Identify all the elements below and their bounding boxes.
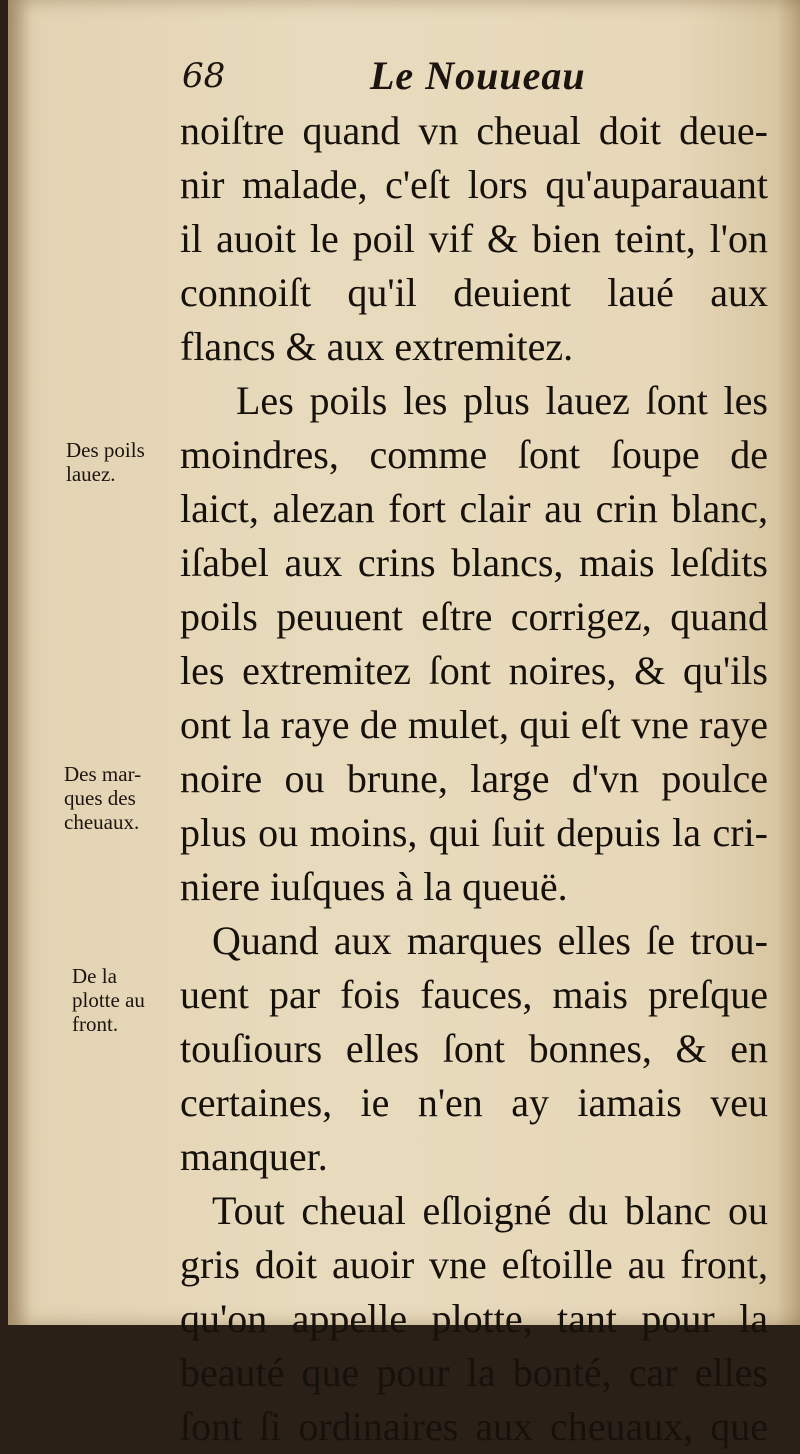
text-line: il auoit le poil vif & bien teint, l'on	[180, 216, 768, 261]
margin-note-line: De la	[72, 964, 117, 988]
text-line: Les poils les plus lauez ſont les	[236, 378, 768, 423]
margin-note-line: Des mar-	[64, 762, 142, 786]
text-line: les extremitez ſont noires, & qu'ils	[180, 648, 768, 693]
text-line: certaines, ie n'en ay iamais veu	[180, 1080, 768, 1125]
book-page	[8, 0, 800, 1449]
margin-note-poils-lauez	[66, 438, 145, 486]
text-line: ont la raye de mulet, qui eſt vne raye	[180, 702, 768, 747]
text-line: plus ou moins, qui ſuit depuis la cri-	[180, 810, 768, 855]
page-header	[8, 52, 800, 112]
text-line: Quand aux marques elles ſe trou-	[212, 918, 768, 963]
running-head: Le Nouueau	[370, 53, 586, 98]
text-line: ſont ſi ordinaires aux cheuaux, que	[180, 1404, 768, 1449]
margin-note-line: plotte au	[72, 988, 145, 1012]
text-line: connoiſt qu'il deuient laué aux	[180, 270, 768, 315]
margin-note-line: cheuaux.	[64, 810, 140, 834]
page-number: 68	[182, 56, 226, 96]
text-line: niere iuſques à la queuë.	[180, 864, 568, 909]
body-text	[180, 104, 768, 1454]
margin-note-marques	[64, 762, 141, 834]
text-line: laict, alezan fort clair au crin blanc,	[180, 486, 768, 531]
margin-note-line: ques des	[64, 786, 136, 810]
text-line: gris doit auoir vne eſtoille au front,	[180, 1242, 768, 1287]
text-line: Tout cheual eſloigné du blanc ou	[212, 1188, 768, 1233]
text-line: touſiours elles ſont bonnes, & en	[180, 1026, 768, 1071]
text-line: beauté que pour la bonté, car elles	[180, 1350, 768, 1395]
text-line: qu'on appelle plotte, tant pour la	[180, 1296, 768, 1341]
margin-note-line: Des poils	[66, 438, 145, 462]
text-line: iſabel aux crins blancs, mais leſdits	[180, 540, 768, 585]
text-line: noiſtre quand vn cheual doit deue-	[180, 108, 768, 153]
text-line: uent par fois fauces, mais preſque	[180, 972, 768, 1017]
text-line: manquer.	[180, 1134, 328, 1179]
text-line: moindres, comme ſont ſoupe de	[180, 432, 768, 477]
text-line: noire ou brune, large d'vn poulce	[180, 756, 768, 801]
margin-note-line: front.	[72, 1012, 119, 1036]
text-line: poils peuuent eſtre corrigez, quand	[180, 594, 768, 639]
text-line: flancs & aux extremitez.	[180, 324, 574, 369]
text-line: nir malade, c'eſt lors qu'auparauant	[180, 162, 768, 207]
margin-note-plotte	[72, 964, 145, 1036]
margin-note-line: lauez.	[66, 462, 116, 486]
